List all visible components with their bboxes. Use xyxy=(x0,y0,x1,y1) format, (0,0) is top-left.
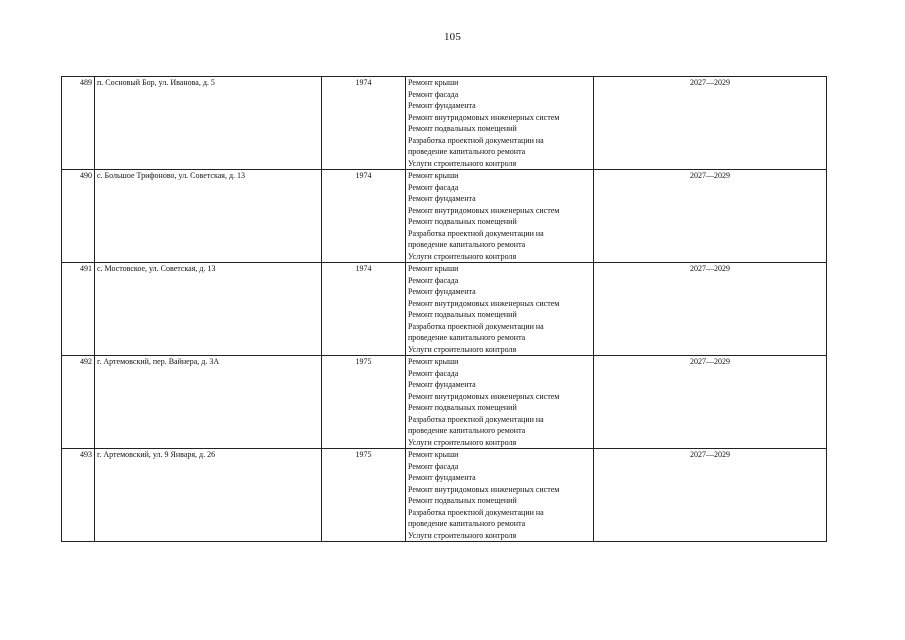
row-number-cell: 491 xyxy=(62,263,95,356)
build-year-cell: 1974 xyxy=(322,263,406,356)
works-cell xyxy=(406,263,594,356)
works-cell xyxy=(406,77,594,170)
work-item: Ремонт фундамента xyxy=(408,473,476,482)
table-row xyxy=(62,170,827,263)
work-item: Ремонт фундамента xyxy=(408,287,476,296)
period-cell: 2027—2029 xyxy=(594,449,827,542)
work-item: Разработка проектной документации на xyxy=(408,507,544,517)
address-cell: г. Артемовский, пер. Вайнера, д. 3А xyxy=(95,356,322,449)
work-item: Ремонт подвальных помещений xyxy=(408,496,517,505)
work-item: Разработка проектной документации на xyxy=(408,228,544,238)
work-item: Ремонт фасада xyxy=(408,89,459,99)
works-cell xyxy=(406,449,594,542)
period-cell: 2027—2029 xyxy=(594,356,827,449)
work-item: проведение капитального ремонта xyxy=(408,333,526,342)
work-item: Ремонт подвальных помещений xyxy=(408,310,517,319)
work-item: Ремонт крыши xyxy=(408,171,459,180)
work-item: Ремонт фасада xyxy=(408,461,459,471)
work-item: Ремонт внутридомовых инженерных систем xyxy=(408,391,560,401)
work-item: проведение капитального ремонта xyxy=(408,519,526,528)
work-item: проведение капитального ремонта xyxy=(408,426,526,435)
build-year-cell: 1974 xyxy=(322,170,406,263)
address-cell: с. Большое Трифоново, ул. Советская, д. 13 xyxy=(95,170,322,263)
work-item: Ремонт крыши xyxy=(408,264,459,273)
repair-schedule-table xyxy=(61,76,827,542)
work-item: Ремонт крыши xyxy=(408,357,459,366)
work-item: Ремонт фасада xyxy=(408,275,459,285)
table-row xyxy=(62,356,827,449)
row-number-cell: 490 xyxy=(62,170,95,263)
period-cell: 2027—2029 xyxy=(594,263,827,356)
work-item: Ремонт внутридомовых инженерных систем xyxy=(408,484,560,494)
period-cell: 2027—2029 xyxy=(594,170,827,263)
page-number: 105 xyxy=(443,31,462,43)
table-row xyxy=(62,77,827,170)
work-item: Разработка проектной документации на xyxy=(408,135,544,145)
work-item: проведение капитального ремонта xyxy=(408,147,526,156)
work-item: Ремонт подвальных помещений xyxy=(408,124,517,133)
works-cell xyxy=(406,170,594,263)
work-item: Ремонт фасада xyxy=(408,182,459,192)
work-item: Услуги строительного контроля xyxy=(408,437,517,447)
work-item: Ремонт внутридомовых инженерных систем xyxy=(408,298,560,308)
work-item: Ремонт внутридомовых инженерных систем xyxy=(408,112,560,122)
work-item: Ремонт фундамента xyxy=(408,380,476,389)
address-cell: г. Артемовский, ул. 9 Января, д. 26 xyxy=(95,449,322,542)
work-item: Услуги строительного контроля xyxy=(408,530,517,540)
work-item: Ремонт подвальных помещений xyxy=(408,217,517,226)
address-cell: п. Сосновый Бор, ул. Иванова, д. 5 xyxy=(95,77,322,170)
build-year-cell: 1975 xyxy=(322,356,406,449)
address-cell: с. Мостовское, ул. Советская, д. 13 xyxy=(95,263,322,356)
row-number-cell: 489 xyxy=(62,77,95,170)
works-cell xyxy=(406,356,594,449)
table-row xyxy=(62,263,827,356)
work-item: Ремонт подвальных помещений xyxy=(408,403,517,412)
work-item: Разработка проектной документации на xyxy=(408,321,544,331)
work-item: Услуги строительного контроля xyxy=(408,251,517,261)
work-item: Ремонт крыши xyxy=(408,78,459,87)
row-number-cell: 493 xyxy=(62,449,95,542)
work-item: Ремонт внутридомовых инженерных систем xyxy=(408,205,560,215)
work-item: Ремонт крыши xyxy=(408,450,459,459)
work-item: Услуги строительного контроля xyxy=(408,344,517,354)
work-item: проведение капитального ремонта xyxy=(408,240,526,249)
work-item: Услуги строительного контроля xyxy=(408,158,517,168)
work-item: Разработка проектной документации на xyxy=(408,414,544,424)
work-item: Ремонт фундамента xyxy=(408,194,476,203)
period-cell: 2027—2029 xyxy=(594,77,827,170)
row-number-cell: 492 xyxy=(62,356,95,449)
work-item: Ремонт фасада xyxy=(408,368,459,378)
build-year-cell: 1974 xyxy=(322,77,406,170)
work-item: Ремонт фундамента xyxy=(408,101,476,110)
build-year-cell: 1975 xyxy=(322,449,406,542)
table-row xyxy=(62,449,827,542)
